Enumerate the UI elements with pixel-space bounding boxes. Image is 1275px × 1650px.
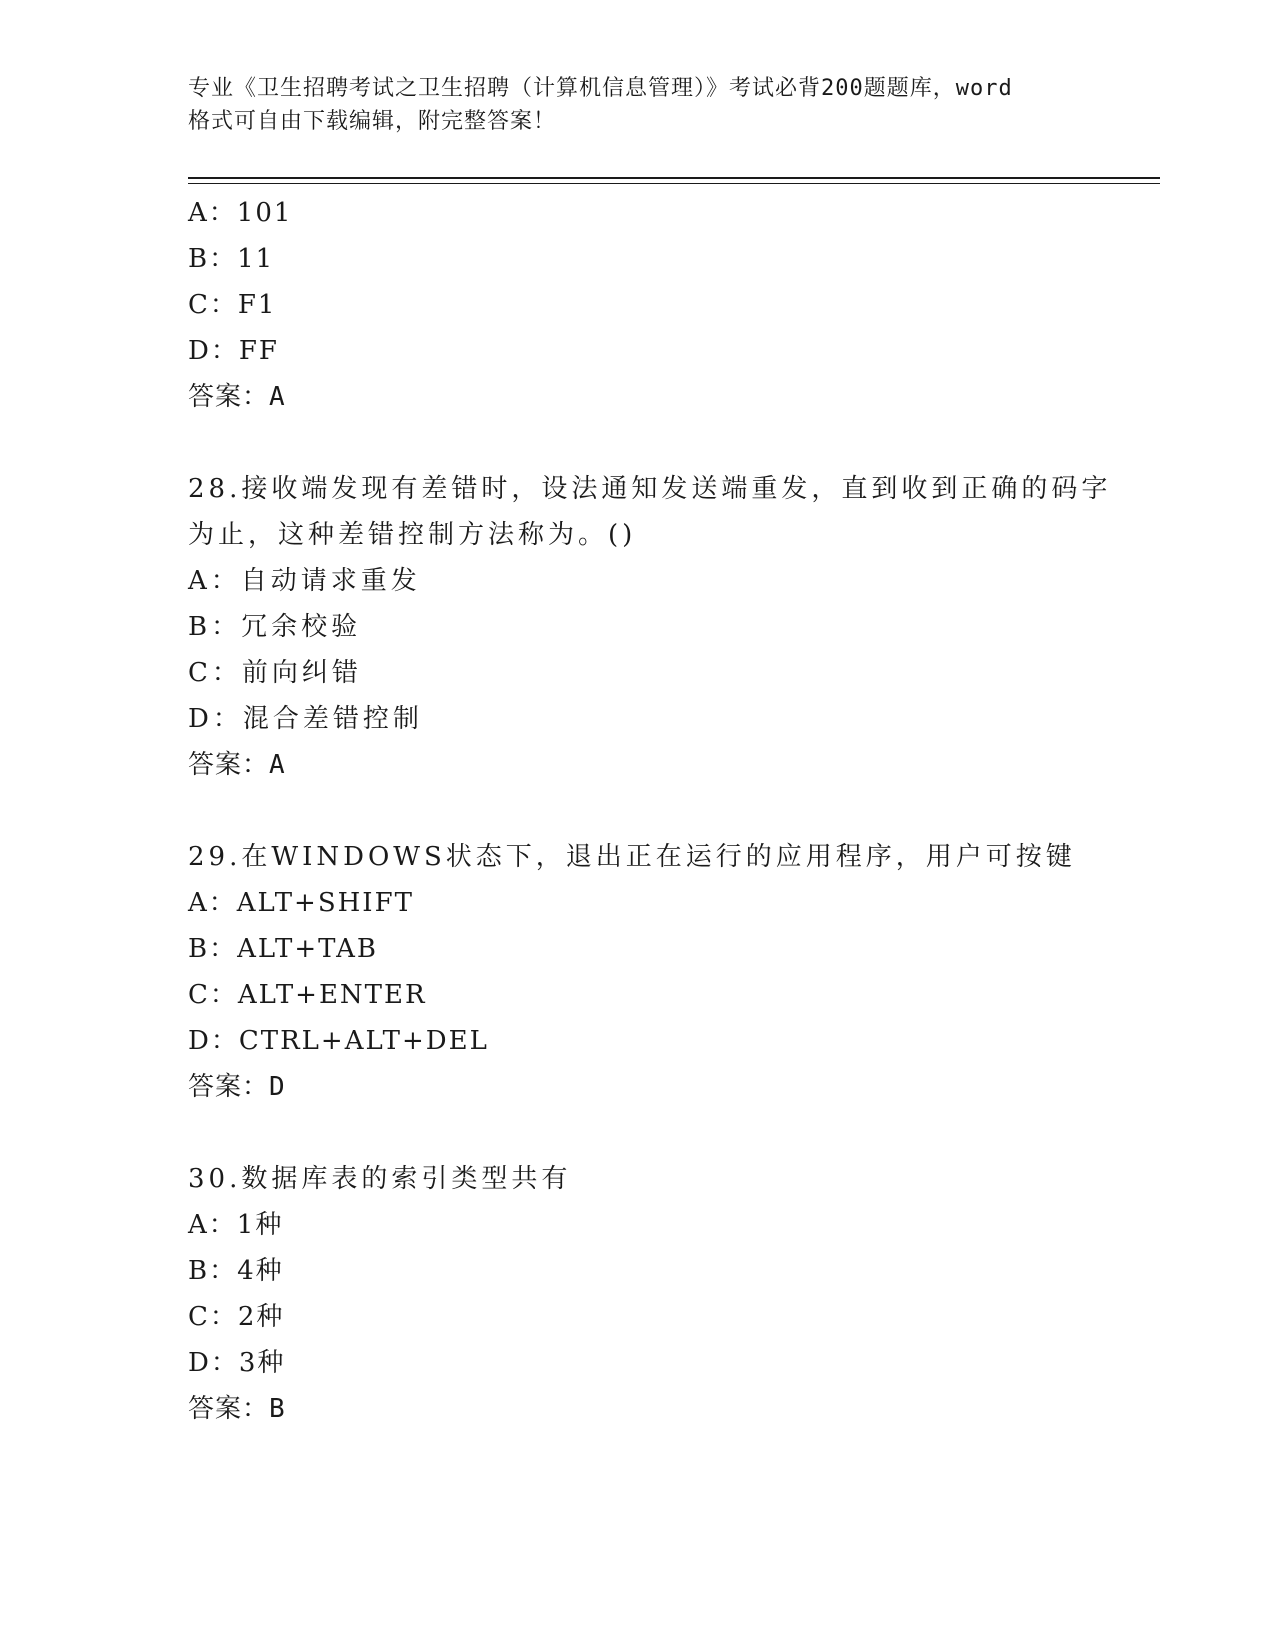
question-text-line-2: 为止，这种差错控制方法称为。() — [188, 520, 637, 550]
question-block-27 — [188, 190, 1108, 420]
answer-line: 答案：B — [188, 1394, 286, 1424]
spacer — [188, 1110, 1108, 1156]
answer-line: 答案：A — [188, 750, 286, 780]
option-a: A：自动请求重发 — [188, 566, 421, 596]
answer-line: 答案：A — [188, 382, 286, 412]
header-line-2: 格式可自由下载编辑，附完整答案！ — [188, 109, 557, 134]
spacer — [188, 420, 1108, 466]
option-c: C：2种 — [188, 1302, 285, 1332]
option-a: A：1种 — [188, 1210, 284, 1240]
option-d: D：3种 — [188, 1348, 286, 1378]
question-block-30 — [188, 1156, 1108, 1432]
answer-line: 答案：D — [188, 1072, 286, 1102]
question-text-line-1: 29.在WINDOWS状态下，退出正在运行的应用程序，用户可按键 — [188, 842, 1076, 872]
question-list — [188, 190, 1112, 1432]
option-a: A：101 — [188, 198, 293, 228]
header-line-1: 专业《卫生招聘考试之卫生招聘（计算机信息管理）》考试必背200题题库，word — [188, 76, 1013, 101]
option-b: B：11 — [188, 244, 275, 274]
option-d: D：CTRL+ALT+DEL — [188, 1026, 489, 1056]
header-rule-thick — [188, 177, 1160, 179]
question-text-line-1: 28.接收端发现有差错时，设法通知发送端重发，直到收到正确的码字 — [188, 474, 1112, 504]
header-rule-thin — [188, 183, 1160, 184]
option-b: B：ALT+TAB — [188, 934, 378, 964]
option-d: D：FF — [188, 336, 279, 366]
option-a: A：ALT+SHIFT — [188, 888, 414, 918]
option-b: B：冗余校验 — [188, 612, 362, 642]
option-d: D：混合差错控制 — [188, 704, 423, 734]
question-block-28 — [188, 466, 1112, 788]
question-text-line-1: 30.数据库表的索引类型共有 — [188, 1164, 572, 1194]
spacer — [188, 788, 1108, 834]
option-c: C：ALT+ENTER — [188, 980, 427, 1010]
document-header — [188, 72, 1088, 138]
option-b: B：4种 — [188, 1256, 284, 1286]
option-c: C：F1 — [188, 290, 277, 320]
question-block-29 — [188, 834, 1108, 1110]
option-c: C：前向纠错 — [188, 658, 362, 688]
